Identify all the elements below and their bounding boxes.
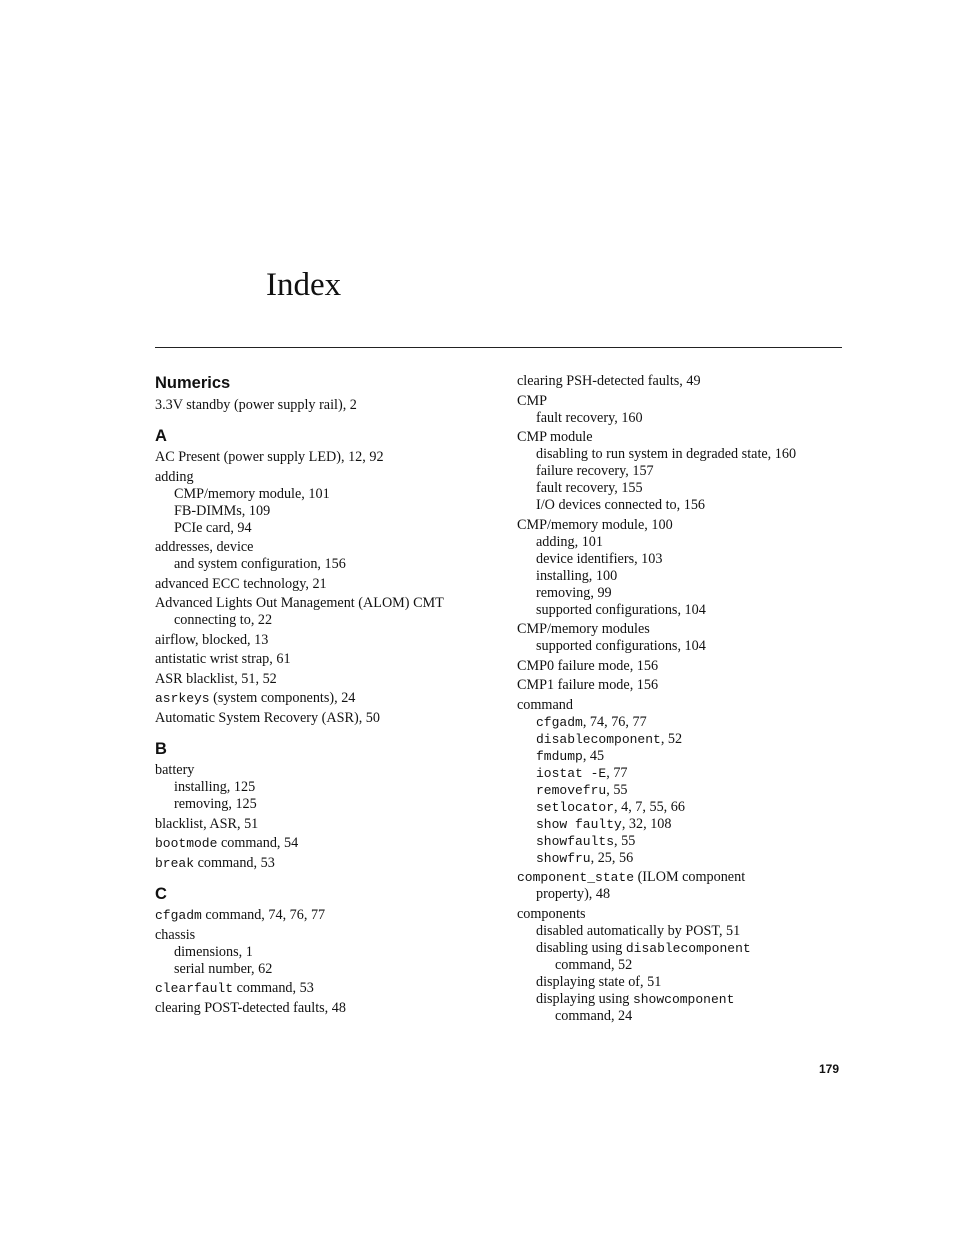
index-term — [155, 576, 495, 593]
code-term: break — [155, 855, 195, 871]
term-text: supported configurations, 104 — [536, 601, 706, 618]
page-number: 179 — [819, 1062, 840, 1076]
index-entry — [155, 762, 495, 813]
index-entry — [517, 869, 847, 903]
index-term — [155, 690, 495, 707]
index-term — [155, 835, 495, 852]
code-term: showfaults — [536, 833, 615, 849]
index-subterm — [517, 923, 847, 940]
term-text: removing, 99 — [536, 584, 612, 601]
index-entry — [155, 980, 495, 997]
index-entry — [155, 539, 495, 573]
term-text: (system components), 24 — [209, 690, 356, 706]
term-text: , 32, 108 — [621, 815, 672, 832]
index-subterm — [517, 833, 847, 850]
term-text: CMP0 failure mode, 156 — [517, 657, 659, 674]
index-term — [155, 539, 495, 556]
index-subterm — [517, 410, 847, 427]
code-term: cfgadm — [155, 908, 202, 923]
index-entry — [517, 658, 847, 675]
term-text: , 4, 7, 55, 66 — [614, 798, 685, 815]
section-heading: B — [155, 739, 167, 758]
term-text: ASR blacklist, 51, 52 — [155, 670, 277, 687]
index-term — [517, 906, 847, 923]
index-term — [155, 762, 495, 779]
index-term — [155, 651, 495, 668]
index-entry — [517, 393, 847, 427]
index-subterm — [517, 463, 847, 480]
index-term — [155, 855, 495, 872]
index-term — [517, 869, 847, 886]
term-text: CMP1 failure mode, 156 — [517, 677, 659, 693]
index-term — [517, 658, 847, 675]
index-entry — [517, 429, 847, 514]
term-text: AC Present (power supply LED), 12, 92 — [155, 449, 384, 465]
index-subterm — [155, 503, 495, 520]
code-term: clearfault — [155, 981, 234, 996]
index-subterm — [517, 850, 847, 867]
index-term — [517, 697, 847, 714]
term-text: serial number, 62 — [174, 960, 273, 977]
term-text: property), 48 — [536, 886, 611, 902]
term-text: command, 54 — [217, 835, 299, 851]
index-subterm — [517, 585, 847, 602]
index-entry — [155, 449, 495, 466]
term-text: (ILOM component — [634, 869, 746, 885]
term-text: command, 74, 76, 77 — [201, 907, 326, 923]
term-text: PCIe card, 94 — [174, 519, 252, 536]
term-text: failure recovery, 157 — [536, 463, 654, 479]
term-text: blacklist, ASR, 51 — [155, 815, 259, 832]
code-term: bootmode — [155, 836, 218, 851]
index-term — [155, 980, 495, 997]
term-text: , 77 — [606, 764, 628, 781]
term-text: installing, 125 — [174, 779, 256, 795]
term-text: adding — [155, 468, 194, 485]
term-text: antistatic wrist strap, 61 — [155, 651, 291, 667]
index-subterm — [517, 731, 847, 748]
index-entry — [155, 576, 495, 593]
term-text: dimensions, 1 — [174, 943, 253, 960]
section-heading: C — [155, 884, 167, 903]
index-entry — [155, 632, 495, 649]
index-subterm — [517, 940, 847, 957]
index-subterm — [517, 480, 847, 497]
term-text: disabling to run system in degraded state, 160 — [536, 446, 797, 462]
code-term: disablecomponent — [536, 731, 661, 747]
code-term: iostat -E — [536, 765, 607, 781]
term-text: command, 52 — [555, 956, 633, 973]
term-text: displaying state of, 51 — [536, 973, 662, 990]
index-entry — [517, 906, 847, 1025]
index-term — [155, 1000, 495, 1017]
index-section — [517, 373, 847, 1025]
index-term — [517, 373, 847, 390]
term-text: removing, 125 — [174, 796, 257, 812]
index-entry — [155, 927, 495, 978]
code-term: component_state — [517, 870, 635, 885]
page-title: Index — [266, 267, 342, 303]
index-subterm — [517, 816, 847, 833]
index-term — [517, 393, 847, 410]
code-term: showcomponent — [632, 991, 735, 1007]
index-entry — [517, 621, 847, 655]
term-text: fault recovery, 155 — [536, 480, 643, 496]
section-heading: A — [155, 426, 167, 445]
term-text: addresses, device — [155, 539, 254, 555]
index-term — [155, 632, 495, 649]
term-text: CMP/memory module, 101 — [174, 485, 330, 502]
index-subterm — [517, 1008, 847, 1025]
term-text: FB-DIMMs, 109 — [174, 502, 271, 519]
term-text: adding, 101 — [536, 533, 603, 550]
index-subterm — [517, 782, 847, 799]
index-entry — [155, 1000, 495, 1017]
index-subterm — [517, 446, 847, 463]
index-subterm — [517, 602, 847, 619]
term-text: I/O devices connected to, 156 — [536, 497, 706, 513]
index-subterm — [155, 520, 495, 537]
code-term: disablecomponent — [625, 940, 751, 956]
term-text: battery — [155, 762, 195, 778]
index-subterm — [517, 551, 847, 568]
index-term — [155, 671, 495, 688]
index-left-column — [155, 372, 495, 1028]
code-term: setlocator — [536, 799, 615, 815]
term-text: command, 24 — [555, 1007, 633, 1024]
term-text: chassis — [155, 926, 196, 943]
index-term — [517, 621, 847, 638]
term-text: installing, 100 — [536, 567, 618, 584]
term-text: device identifiers, 103 — [536, 550, 663, 567]
index-section — [155, 738, 495, 872]
index-entry — [155, 690, 495, 707]
code-term: removefru — [536, 782, 607, 798]
index-entry — [155, 397, 495, 414]
code-term: fmdump — [536, 748, 583, 764]
index-subterm — [517, 714, 847, 731]
index-subterm — [517, 957, 847, 974]
code-term: show faulty — [536, 816, 622, 832]
term-text: command, 53 — [194, 854, 275, 871]
term-text: clearing PSH-detected faults, 49 — [517, 373, 701, 389]
index-term — [155, 397, 495, 414]
index-subterm — [155, 796, 495, 813]
index-subterm — [155, 486, 495, 503]
index-subterm — [517, 497, 847, 514]
index-term — [155, 907, 495, 924]
index-section — [155, 425, 495, 727]
index-right-column — [517, 372, 847, 1036]
code-term: asrkeys — [155, 691, 210, 706]
index-term — [155, 449, 495, 466]
term-text: disabling using — [536, 939, 626, 956]
term-text: , 55 — [614, 832, 636, 849]
section-heading: Numerics — [155, 374, 231, 392]
term-text: CMP module — [517, 429, 593, 445]
term-text: CMP/memory modules — [517, 621, 650, 637]
index-term — [155, 710, 495, 727]
index-subterm — [517, 799, 847, 816]
index-entry — [517, 677, 847, 694]
index-entry — [155, 469, 495, 537]
index-entry — [155, 855, 495, 872]
index-term — [517, 677, 847, 694]
index-term — [517, 429, 847, 446]
index-section — [155, 372, 495, 414]
index-entry — [517, 373, 847, 390]
index-entry — [155, 651, 495, 668]
term-text: , 74, 76, 77 — [582, 713, 647, 730]
index-term — [155, 927, 495, 944]
title-divider — [155, 347, 842, 348]
term-text: Advanced Lights Out Management (ALOM) CMT — [155, 595, 444, 611]
term-text: 3.3V standby (power supply rail), 2 — [155, 396, 357, 413]
term-text: connecting to, 22 — [174, 612, 273, 628]
index-subterm — [517, 638, 847, 655]
term-text: CMP/memory module, 100 — [517, 516, 673, 533]
term-text: disabled automatically by POST, 51 — [536, 922, 741, 939]
term-text: components — [517, 905, 586, 922]
index-entry — [155, 595, 495, 629]
index-subterm — [517, 886, 847, 903]
index-term — [155, 816, 495, 833]
code-term: showfru — [536, 850, 591, 866]
index-entry — [155, 835, 495, 852]
index-subterm — [517, 568, 847, 585]
index-entry — [517, 517, 847, 619]
index-entry — [155, 671, 495, 688]
index-term — [517, 517, 847, 534]
term-text: command, 53 — [233, 980, 314, 996]
term-text: advanced ECC technology, 21 — [155, 575, 327, 592]
index-subterm — [155, 612, 495, 629]
code-term: cfgadm — [536, 714, 583, 730]
term-text: , 52 — [660, 730, 683, 747]
index-subterm — [517, 974, 847, 991]
index-subterm — [517, 534, 847, 551]
index-subterm — [517, 765, 847, 782]
index-section — [155, 883, 495, 1017]
term-text: and system configuration, 156 — [174, 556, 346, 572]
term-text: command — [517, 696, 573, 713]
index-subterm — [155, 779, 495, 796]
index-subterm — [155, 556, 495, 573]
index-subterm — [517, 748, 847, 765]
term-text: displaying using — [536, 990, 633, 1007]
index-term — [155, 469, 495, 486]
index-subterm — [155, 944, 495, 961]
term-text: clearing POST-detected faults, 48 — [155, 999, 346, 1016]
index-term — [155, 595, 495, 612]
index-entry — [155, 710, 495, 727]
term-text: airflow, blocked, 13 — [155, 631, 269, 648]
term-text: , 45 — [582, 747, 605, 764]
index-subterm — [155, 961, 495, 978]
term-text: , 25, 56 — [590, 849, 634, 866]
index-subterm — [517, 991, 847, 1008]
term-text: , 55 — [606, 781, 628, 798]
term-text: fault recovery, 160 — [536, 409, 643, 426]
term-text: supported configurations, 104 — [536, 638, 706, 654]
term-text: Automatic System Recovery (ASR), 50 — [155, 709, 380, 726]
index-entry — [517, 697, 847, 867]
index-entry — [155, 907, 495, 924]
term-text: CMP — [517, 392, 547, 409]
index-entry — [155, 816, 495, 833]
